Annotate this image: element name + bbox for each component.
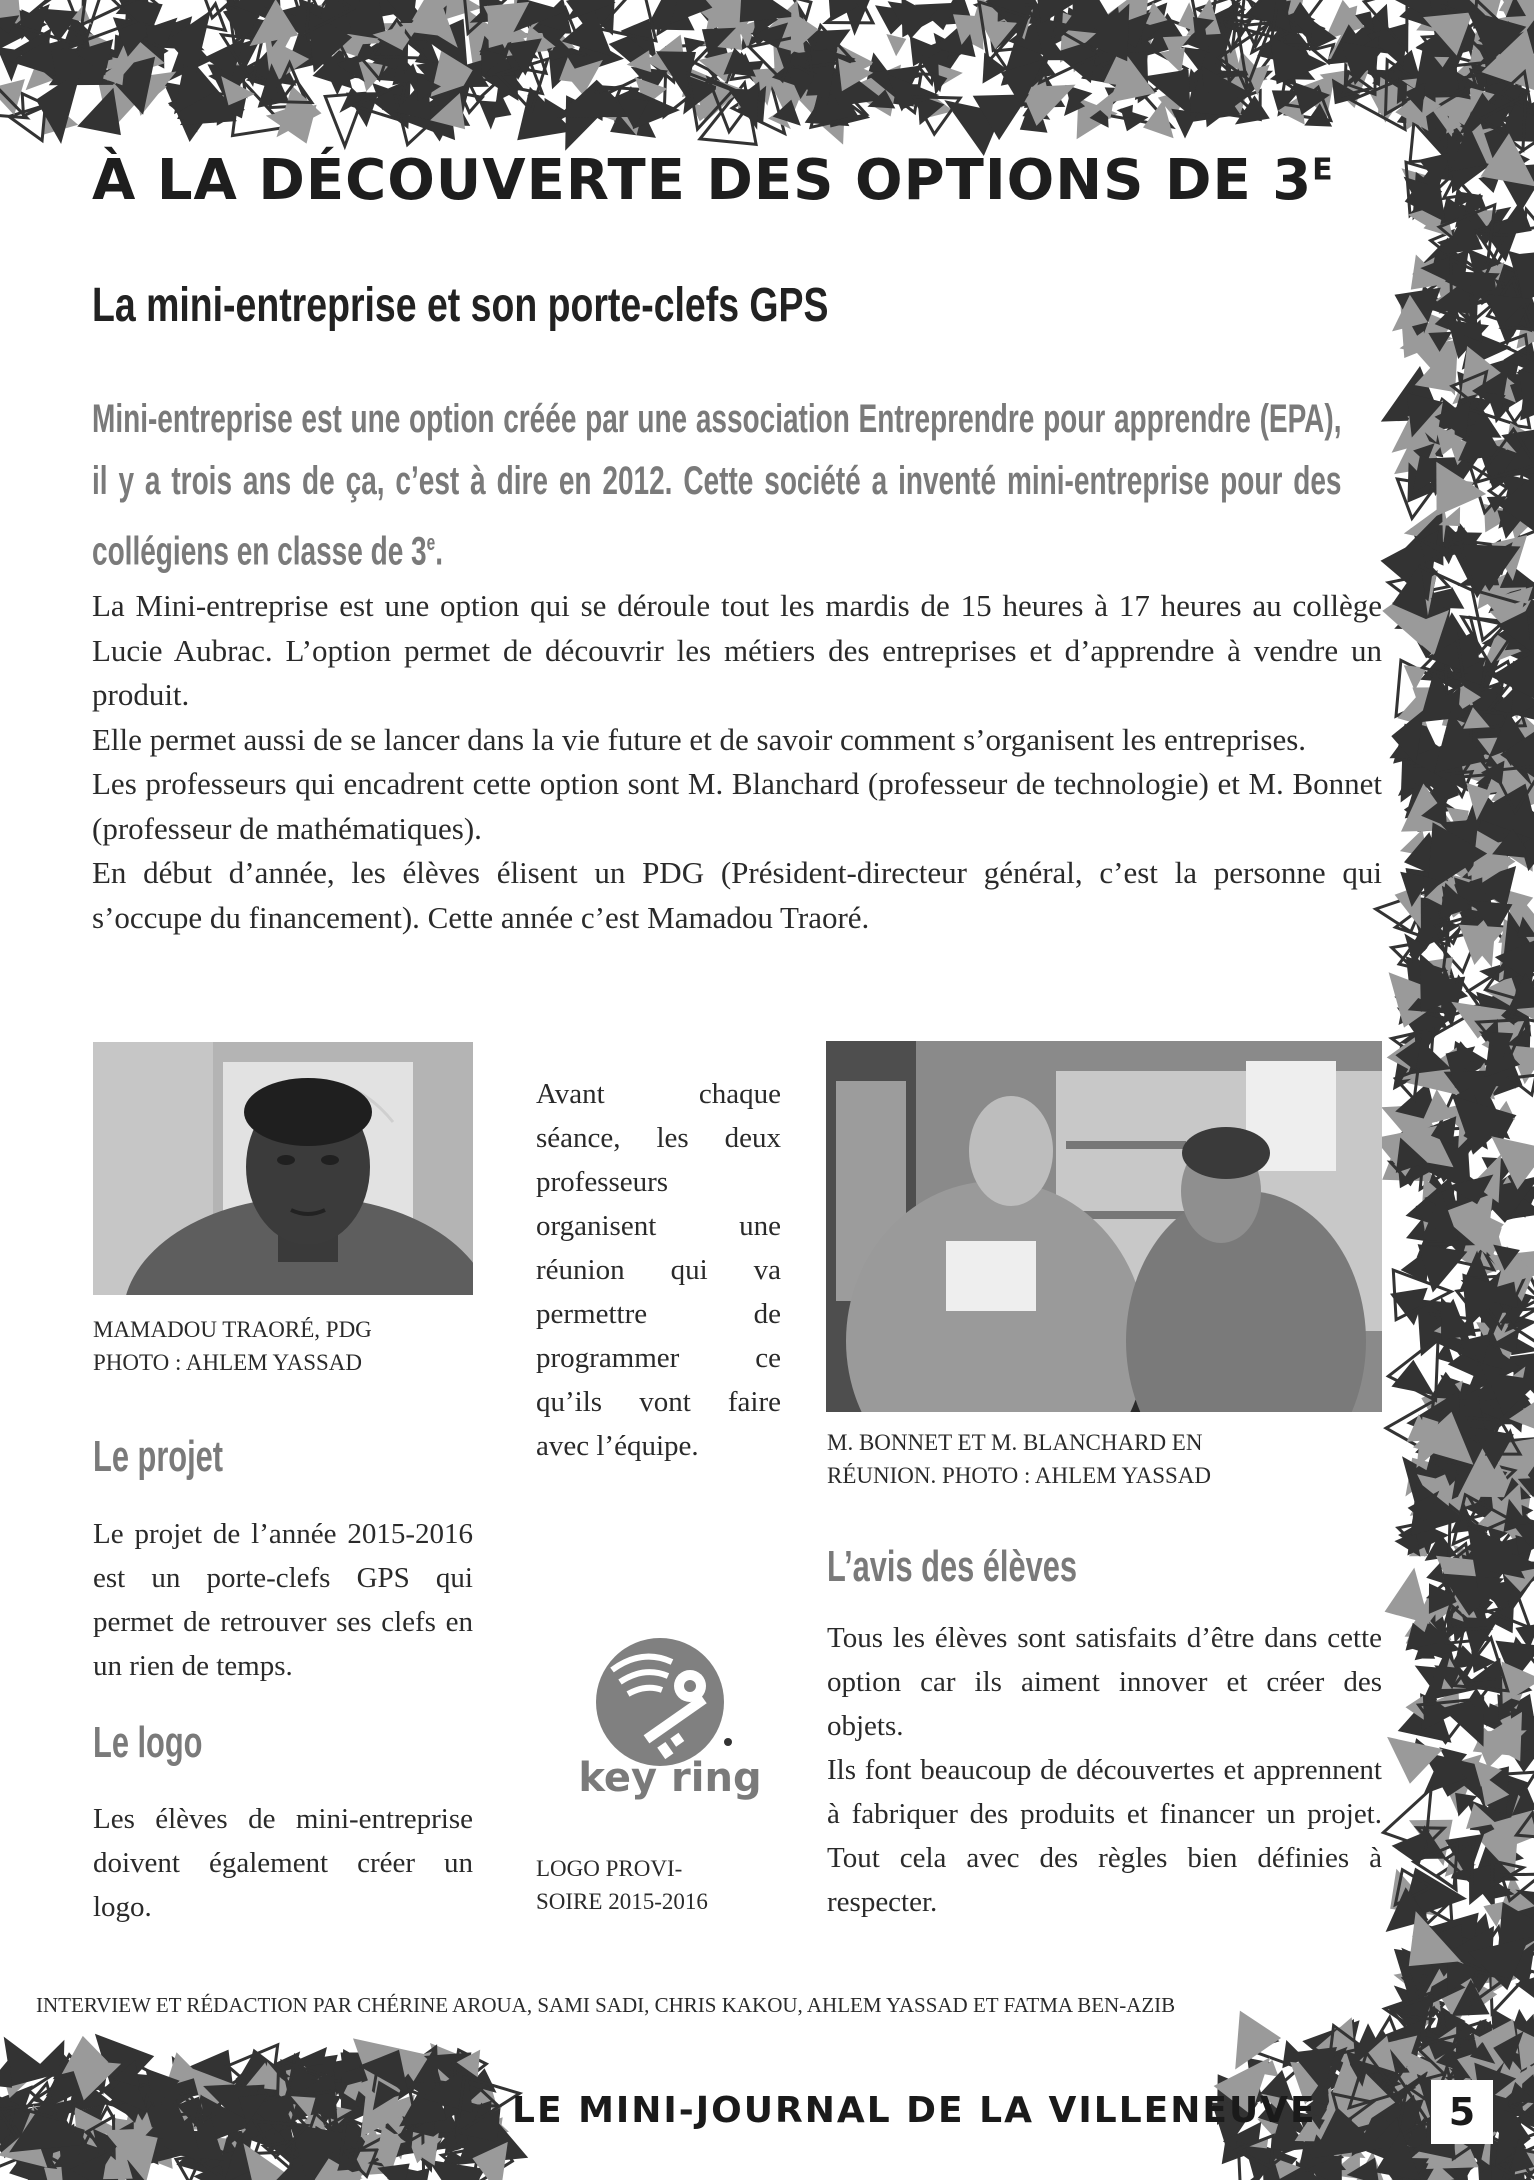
meeting-photo (826, 1041, 1382, 1412)
body-paragraph: En début d’année, les élèves élisent un PDG (Président-directeur général, c’est la personne qui s’occupe du financement). Cette année c’est Mamadou Traoré. (92, 855, 1382, 935)
key-ring-logo (560, 1630, 760, 1830)
avis-paragraph: Ils font beaucoup de découvertes et apprennent à fabriquer des produits et financer un projet. Tout cela avec des règles bien définies à respecter. (827, 1754, 1382, 1918)
border-triangle (1391, 1360, 1434, 1396)
avis-paragraph: Tous les élèves sont satisfaits d’être dans cette option car ils aiment innover et créer des objets. (827, 1622, 1382, 1742)
key-icon (560, 1630, 760, 1770)
logo-wordmark: key ring (578, 1755, 762, 1801)
meeting-caption: M. BONNET ET M. BLANCHARD EN RÉUNION. PHOTO : AHLEM YASSAD (827, 1430, 1212, 1488)
body-paragraph: Elle permet aussi de se lancer dans la vie future et de savoir comment s’organisent les entreprises. (92, 721, 1307, 757)
border-triangle (1171, 109, 1198, 139)
credits-line: INTERVIEW ET RÉDACTION PAR CHÉRINE AROUA, SAMI SADI, CHRIS KAKOU, AHLEM YASSAD ET FATMA BEN-AZIB (36, 1993, 1176, 2017)
avis-text (827, 1616, 1382, 1924)
article-subtitle: La mini-entreprise et son porte-clefs GPS (92, 279, 829, 332)
main-title: À LA DÉCOUVERTE DES OPTIONS DE $3^E$ (92, 148, 1334, 213)
journal-name: LE MINI-JOURNAL DE LA VILLENEUVE (512, 2090, 1317, 2131)
heading-logo: Le logo (93, 1718, 203, 1767)
heading-projet: Le projet (93, 1432, 224, 1481)
body-paragraph: La Mini-entreprise est une option qui se déroule tout les mardis de 15 heures à 17 heures au collège Lucie Aubrac. L’option permet de découvrir les métiers des entreprises et d’apprendre à vendre un produit. (92, 588, 1382, 712)
border-triangle (886, 34, 906, 56)
portrait-photo (93, 1042, 473, 1295)
article-lead: Mini-entreprise est une option créée par une association Entreprendre pour apprendre (EPA), il y a trois ans de ça, c’est à dire en 2012. Cette société a inventé mini-entreprise pour des collégiens en classe de 3e. (92, 397, 1342, 574)
border-triangle (77, 88, 121, 135)
middle-column-text: Avant chaque séance, les deux professeurs organisent une réunion qui va permettre de programmer ce qu’ils vont faire avec l’équipe. (536, 1078, 781, 1462)
logo-section-text: Les élèves de mini-entreprise doivent également créer un logo. (93, 1803, 473, 1923)
portrait-caption: MAMADOU TRAORÉ, PDG PHOTO : AHLEM YASSAD (93, 1317, 372, 1375)
border-triangle (1385, 1568, 1430, 1624)
body-paragraph: Les professeurs qui encadrent cette option sont M. Blanchard (professeur de technologie) et M. Bonnet (professeur de mathématiques). (92, 766, 1382, 846)
heading-avis: L’avis des élèves (827, 1542, 1078, 1591)
logo-caption: LOGO PROVI- SOIRE 2015-2016 (536, 1856, 708, 1914)
article-body (92, 584, 1382, 940)
page-number: 5 (1431, 2080, 1493, 2144)
projet-text: Le projet de l’année 2015-2016 est un porte-clefs GPS qui permet de retrouver ses clefs en un rien de temps. (93, 1518, 473, 1682)
